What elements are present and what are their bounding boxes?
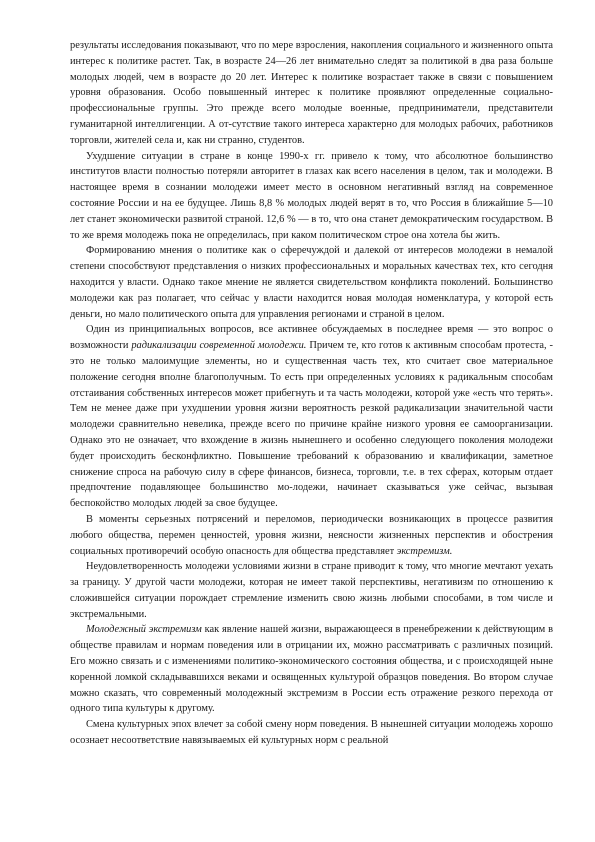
document-page — [70, 38, 553, 749]
text-run: результаты исследования показывают, что по мере взросления, накопления социального и жизненного опыта интерес к политике растет. Так, в возрасте 24—26 лет внимательно следят за политикой в два раза больше молодых людей, чем в возрасте до 20 лет. Интерес к политике возрастает также в связи с повышением уровня образования. Особо повышенный интерес к политике проявляют определенные социально-профессиональные группы. Это прежде всего молодые военные, предприниматели, представители гуманитарной интеллигенции. А от-сутствие такого интереса характерно для молодых рабочих, работников торговли, жителей села и, как ни странно, студентов. — [70, 40, 554, 146]
text-run: Ухудшение ситуации в стране в конце 1990-х гг. привело к тому, что абсолютное большинство институтов власти полностью потеряли авторитет в глазах как всего населения в целом, так и молодежи. В настоящее время в сознании молодежи имеет место в основном негативный взгляд на современное состояние России и на ее будущее. Лишь 8,8 % молодых людей верят в то, что Россия в ближайшие 5—10 лет станет экономически развитой страной. 12,6 % — в то, что она станет демократическим государством. В то же время молодежь пока не определилась, при каком политическом строе она хотела бы жить. — [70, 150, 553, 241]
emphasized-term: радикализации современной молодежи. — [131, 340, 307, 352]
text-run: В моменты серьезных потрясений и переломов, периодически возникающих в процессе развития любого общества, перемен ценностей, уровня жизни, неясности жизненных перспектив и обострения социальных противоречий особую опасность для общества представляет — [70, 513, 553, 557]
emphasized-term: Молодежный экстремизм — [86, 624, 202, 636]
paragraph — [70, 322, 553, 512]
paragraph — [70, 717, 553, 749]
text-run: Смена культурных эпох влечет за собой смену норм поведения. В нынешней ситуации молодежь хорошо осознает несоответствие навязываемых ей культурных норм с реальной — [70, 719, 553, 747]
text-run: Неудовлетворенность молодежи условиями жизни в стране приводит к тому, что многие мечтают уехать за границу. У другой части молодежи, которая не имеет такой перспективы, негативизм по отношению к сложившейся ситуации порождает стремление изменить свою жизнь любыми способами, в том числе и экстремальными. — [70, 561, 553, 620]
text-run: как явление нашей жизни, выражающееся в пренебрежении к действующим в обществе правилам и нормам поведения или в отрицании их, можно рассматривать с различных позиций. Его можно связать и с изменениями политико-экономического состояния общества, и с происходящей ныне коренной ломкой складывавшихся веками и освященных культурой образцов поведения. Во втором случае можно сказать, что современный молодежный экстремизм в России есть отражение резкого перехода от одного типа культуры к другому. — [70, 624, 553, 715]
paragraph — [70, 512, 553, 559]
paragraph — [70, 149, 553, 244]
text-run: Один из принципиальных вопросов, все активнее обсуждаемых в последнее время — это вопрос о возможности — [70, 324, 553, 352]
paragraph — [70, 38, 553, 149]
text-run: Причем те, кто готов к активным способам протеста, - это не только малоимущие элементы, но и существенная часть тех, кто считает свое материальное положение сегодня вполне благополучным. То есть при определенных условиях к радикальным способам отстаивания собственных интересов может прибегнуть и та часть молодежи, которой уже «есть что терять». Тем не менее даже при ухудшении уровня жизни вероятность резкой радикализации значительной части молодежи сравнительно невелика, прежде всего по причине крайне низкого уровня ее самоорганизации. Однако это не означает, что вхождение в жизнь нынешнего и особенно следующего поколения молодежи будет происходить бесконфликтно. Повышение требований к образованию и квалификации, заметное снижение спроса на рабочую силу в сфере финансов, бизнеса, торговли, т.е. в тех сферах, которым отдает предпочтение подавляющее большинство мо-лодежи, начинает сказываться уже сейчас, вызывая беспокойство молодых людей за свое будущее. — [70, 340, 553, 510]
paragraph — [70, 559, 553, 622]
paragraph — [70, 622, 553, 717]
emphasized-term: экстремизм. — [396, 545, 453, 557]
paragraph — [70, 243, 553, 322]
text-run: Формированию мнения о политике как о сферечуждой и далекой от интересов молодежи в немалой степени способствуют представления о низких профессиональных и моральных качествах тех, кто сегодня находится у власти. Однако такое мнение не является свидетельством конфликта поколений. Большинство молодежи как раз полагает, что сейчас у власти находится новая молодая номенклатура, у которой есть деньги, но мало политического опыта для управления регионами и страной в целом. — [70, 245, 553, 320]
